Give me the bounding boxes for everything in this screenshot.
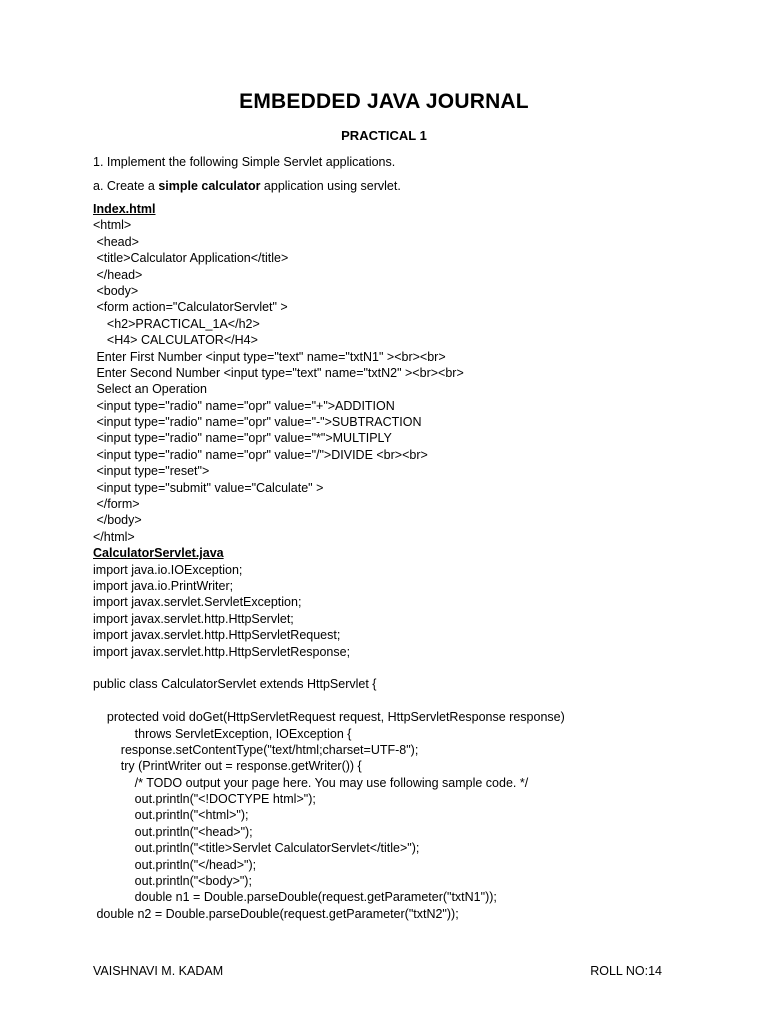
code-line: import java.io.IOException; (93, 562, 243, 577)
code-line: <input type="radio" name="opr" value="/">DIVIDE <br><br> (93, 447, 428, 462)
practical-heading: PRACTICAL 1 (341, 128, 427, 143)
code-line (93, 693, 733, 709)
subtask-prefix: a. Create a (93, 179, 159, 193)
code-line: </form> (93, 497, 140, 512)
code-line: <head> (93, 234, 139, 249)
code-line: <input type="radio" name="opr" value="*">MULTIPLY (93, 431, 392, 446)
author-name: VAISHNAVI M. KADAM (93, 964, 224, 978)
code-line: Select an Operation (93, 382, 207, 397)
code-line: out.println("<!DOCTYPE html>"); (93, 792, 316, 807)
document-title: EMBEDDED JAVA JOURNAL (239, 90, 529, 113)
code-line: <input type="submit" value="Calculate" > (93, 480, 324, 495)
code-line: import javax.servlet.http.HttpServletRequest; (93, 628, 341, 643)
code-line: <html> (93, 218, 132, 233)
code-line: <H4> CALCULATOR</H4> (93, 333, 258, 348)
subtask-suffix: application using servlet. (260, 179, 401, 193)
code-line: out.println("<body>"); (93, 874, 252, 889)
code-line: try (PrintWriter out = response.getWriter()) { (93, 759, 362, 774)
code-line: <body> (93, 283, 139, 298)
code-line: </head> (93, 267, 143, 282)
subtask-statement (93, 178, 401, 194)
code-line: out.println("</head>"); (93, 857, 257, 872)
task-statement: 1. Implement the following Simple Servlet applications. (93, 155, 396, 169)
code-line: <input type="radio" name="opr" value="-">SUBTRACTION (93, 415, 422, 430)
code-line: <form action="CalculatorServlet" > (93, 300, 288, 315)
code-line: response.setContentType("text/html;charset=UTF-8"); (93, 742, 419, 757)
code-line: <h2>PRACTICAL_1A</h2> (93, 316, 260, 331)
code-line: protected void doGet(HttpServletRequest request, HttpServletResponse response) (93, 710, 565, 725)
code-line: <title>Calculator Application</title> (93, 251, 289, 266)
code-line: double n1 = Double.parseDouble(request.getParameter("txtN1")); (93, 890, 497, 905)
code-line (93, 660, 733, 676)
code-line: out.println("<html>"); (93, 808, 249, 823)
code-line: <input type="reset"> (93, 464, 210, 479)
code-line: </body> (93, 513, 142, 528)
code-line: Enter First Number <input type="text" name="txtN1" ><br><br> (93, 349, 446, 364)
code-listing (93, 201, 733, 922)
code-line: out.println("<head>"); (93, 824, 253, 839)
code-line: /* TODO output your page here. You may use following sample code. */ (93, 775, 529, 790)
code-line: import javax.servlet.http.HttpServlet; (93, 611, 294, 626)
code-line: import java.io.PrintWriter; (93, 578, 234, 593)
code-line: </html> (93, 529, 135, 544)
code-line: double n2 = Double.parseDouble(request.getParameter("txtN2")); (93, 906, 459, 921)
subtask-emphasis: simple calculator (158, 179, 261, 193)
roll-number: ROLL NO:14 (590, 964, 662, 978)
code-line: import javax.servlet.ServletException; (93, 595, 302, 610)
code-line: public class CalculatorServlet extends HttpServlet { (93, 677, 377, 692)
section-heading: CalculatorServlet.java (93, 546, 224, 561)
code-line: import javax.servlet.http.HttpServletResponse; (93, 644, 351, 659)
code-line: Enter Second Number <input type="text" name="txtN2" ><br><br> (93, 365, 464, 380)
section-heading: Index.html (93, 202, 156, 216)
code-line: throws ServletException, IOException { (93, 726, 352, 741)
code-line: <input type="radio" name="opr" value="+">ADDITION (93, 398, 395, 413)
code-line: out.println("<title>Servlet CalculatorServlet</title>"); (93, 841, 420, 856)
